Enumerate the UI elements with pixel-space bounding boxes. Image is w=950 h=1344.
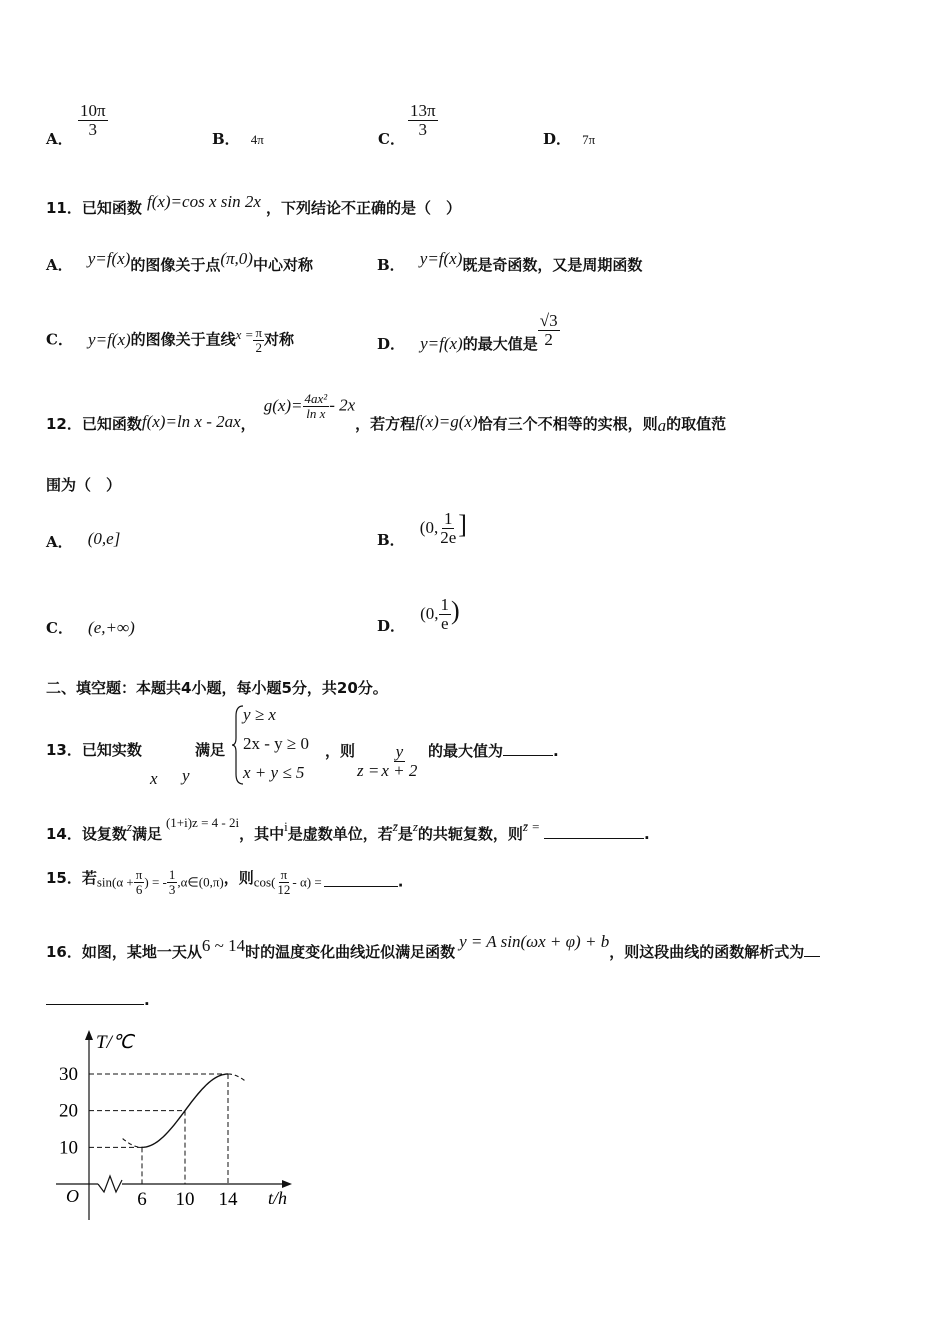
z-lhs: z = — [357, 760, 380, 780]
fraction-denominator: e — [441, 614, 449, 633]
fraction-numerator: √3 — [539, 311, 558, 330]
x-tick-label: 10 — [175, 1189, 195, 1210]
fraction-numerator: 1 — [168, 867, 176, 882]
q11-stem — [46, 192, 461, 218]
option-label: C． — [378, 130, 405, 148]
curve-extension-left — [123, 1139, 142, 1148]
fraction-denominator: 3 — [168, 881, 176, 897]
q13-mid: 满足 — [195, 741, 226, 759]
temperature-graph — [40, 1020, 320, 1230]
q11-option-d — [377, 311, 560, 353]
option-label: B． — [377, 256, 405, 274]
x-axis-label: t/h — [268, 1188, 288, 1208]
fraction-denominator: 12 — [277, 881, 291, 897]
q10-option-d — [543, 128, 595, 149]
question-text: 满足 — [131, 825, 162, 843]
fraction-numerator: 4ax² — [304, 391, 328, 406]
var-z: z — [412, 819, 418, 834]
option-label: B． — [212, 130, 240, 148]
option-text: 既是奇函数，又是周期函数 — [462, 256, 643, 274]
option-right: ] — [458, 510, 467, 539]
question-text: ，则 — [223, 868, 254, 887]
question-text: 的共轭复数，则 — [417, 825, 523, 843]
q10-option-a — [46, 128, 73, 149]
x-tick-label: 6 — [137, 1189, 147, 1210]
question-text: 11．已知函数 — [46, 199, 142, 217]
guide-lines — [89, 1074, 228, 1184]
q11-option-c — [46, 326, 294, 354]
option-text: 的图像关于点 — [130, 256, 221, 274]
option-label: A． — [46, 256, 73, 274]
option-label: D． — [377, 334, 406, 353]
function-expr: f(x)=cos x sin 2x — [146, 192, 261, 211]
option-label: B． — [377, 531, 405, 549]
q13-then: ，则 — [325, 742, 356, 760]
fraction-denominator: 2 — [544, 329, 553, 349]
question-text: 15．若 — [46, 868, 97, 887]
option-fraction — [438, 510, 458, 547]
value-fraction — [167, 868, 178, 896]
q10-option-c — [378, 128, 405, 149]
q12-option-a — [46, 531, 120, 552]
cos-tail: - α) = — [292, 874, 322, 890]
option-text: 对称 — [264, 330, 295, 349]
q15-stem — [46, 868, 403, 896]
sin-mid: ) = - — [144, 874, 167, 890]
q13-var-y: y — [182, 766, 190, 785]
var-z: z — [126, 819, 132, 834]
fraction-numerator: π — [255, 325, 263, 340]
var-i: i — [284, 819, 288, 834]
var-zbar: z̄ — [392, 819, 398, 834]
fraction-denominator: 2e — [440, 528, 457, 547]
answer-blank[interactable] — [804, 956, 820, 957]
y-tick-label: 10 — [59, 1137, 78, 1159]
question-text: ，下列结论不正确的是（ ） — [265, 199, 461, 217]
fraction-numerator: π — [135, 867, 143, 882]
option-fraction — [439, 596, 452, 633]
x-tick-label: 14 — [218, 1189, 238, 1210]
x-tick-labels — [137, 1189, 238, 1210]
curve-extension-right — [228, 1074, 245, 1081]
y-tick-labels — [59, 1064, 78, 1158]
point-expr: (π,0) — [220, 249, 253, 268]
sin-fraction — [134, 868, 145, 896]
q12-option-b — [377, 510, 467, 547]
fraction-denominator: 6 — [135, 881, 143, 897]
option-right: ) — [451, 596, 460, 625]
q13-constraint-2: 2x - y ≥ 0 — [243, 734, 309, 753]
q13-var-x: x — [150, 769, 158, 788]
q13-constraint-1: y ≥ x — [243, 705, 276, 724]
q11-option-b — [377, 249, 643, 275]
option-expr: y=f(x) — [87, 249, 131, 268]
q16-stem — [46, 932, 820, 962]
option-text: 中心对称 — [252, 256, 313, 274]
option-left: (0, — [419, 518, 439, 537]
option-expr: y=f(x) — [420, 333, 463, 353]
y-tick-label: 30 — [59, 1064, 78, 1085]
question-text: 12．已知函数 — [46, 414, 142, 433]
time-range: 6 ~ 14 — [201, 936, 246, 955]
option-value: 4π — [250, 132, 264, 147]
q12-option-d — [377, 596, 460, 633]
question-text: 是虚数单位，若 — [287, 825, 393, 843]
q10-option-b — [212, 128, 264, 149]
option-label: A． — [46, 533, 73, 551]
answer-blank[interactable] — [46, 1004, 144, 1005]
question-text: 的取值范 — [666, 414, 727, 433]
q12-stem-line2 — [46, 474, 121, 495]
question-text: 16．如图，某地一天从 — [46, 943, 202, 961]
sin-lhs: sin(α + — [96, 874, 134, 890]
option-label: D． — [377, 617, 406, 635]
z-fraction — [379, 743, 419, 780]
question-text: 恰有三个不相等的实根，则 — [477, 414, 658, 433]
option-value: 7π — [582, 132, 596, 147]
q12-stem — [46, 391, 727, 435]
period: . — [553, 742, 559, 760]
option-text: 的图像关于直线 — [130, 330, 236, 349]
answer-blank[interactable] — [324, 886, 398, 887]
q14-stem — [46, 815, 650, 844]
function-g-tail: - 2x — [329, 395, 356, 415]
option-text: 的最大值是 — [462, 334, 538, 353]
fraction-numerator: 1 — [443, 509, 453, 529]
domain: ,α∈(0,π) — [177, 874, 224, 890]
zbar-eq: z̄ = — [522, 819, 541, 834]
axis-break — [98, 1176, 122, 1192]
question-text: ，若方程 — [355, 414, 416, 433]
q11-option-a — [46, 249, 313, 275]
option-label: A． — [46, 130, 73, 148]
function-g-fraction — [303, 392, 330, 420]
option-label: D． — [543, 130, 572, 148]
option-value: (e,+∞) — [88, 618, 135, 637]
q10-option-c-value — [408, 102, 438, 139]
question-text: 14．设复数 — [46, 825, 127, 843]
option-expr: y=f(x) — [419, 249, 463, 268]
q13-prefix: 13．已知实数 — [46, 741, 142, 759]
cos-fraction — [275, 868, 292, 896]
period: . — [144, 991, 150, 1009]
period: . — [644, 825, 650, 843]
q13-suffix — [428, 740, 559, 761]
equation: (1+i)z = 4 - 2i — [165, 815, 240, 830]
cos-lhs: cos( — [253, 874, 276, 890]
q13-z-expr — [357, 743, 419, 780]
question-text: 时的温度变化曲线近似满足函数 — [245, 943, 456, 961]
fraction-numerator: 13π — [410, 101, 436, 120]
option-label: C． — [46, 330, 73, 349]
option-left: (0, — [420, 604, 439, 623]
q12-option-c — [46, 617, 135, 638]
function-g-lhs: g(x)= — [263, 395, 303, 415]
question-text: ，其中 — [239, 825, 285, 843]
q13-constraint-3: x + y ≤ 5 — [243, 763, 305, 782]
line-fraction — [253, 326, 264, 354]
separator: ， — [240, 414, 256, 433]
fraction-denominator: 2 — [255, 339, 262, 355]
y-axis-arrow — [85, 1030, 93, 1040]
fraction-denominator: 3 — [418, 119, 428, 139]
max-fraction — [538, 312, 560, 349]
fraction-numerator: 10π — [80, 101, 106, 120]
answer-blank[interactable] — [503, 755, 553, 756]
question-text: 围为（ ） — [46, 476, 122, 494]
q10-option-a-value — [78, 102, 108, 139]
fraction-denominator: x + 2 — [381, 760, 418, 780]
y-axis-label: T/℃ — [96, 1032, 134, 1053]
variable-a: a — [657, 415, 667, 435]
period: . — [397, 872, 404, 891]
y-tick-label: 20 — [59, 1100, 78, 1122]
equation: f(x)=g(x) — [415, 411, 478, 431]
option-label: C． — [46, 619, 73, 637]
q16-stem-line2 — [46, 990, 150, 1009]
option-expr: y=f(x) — [88, 329, 131, 349]
section-title: 二、填空题：本题共4小题，每小题5分，共20分。 — [46, 679, 388, 697]
function-f: f(x)=ln x - 2ax — [141, 411, 241, 431]
question-text: ，则这段曲线的函数解析式为 — [609, 943, 805, 961]
section-heading — [46, 677, 388, 698]
x-axis-arrow — [282, 1180, 292, 1188]
question-text: 是 — [397, 825, 413, 843]
origin-label: O — [66, 1186, 79, 1206]
fraction-numerator: π — [280, 867, 288, 882]
function-expr: y = A sin(ωx + φ) + b — [459, 932, 610, 951]
option-value: (0,e] — [87, 529, 121, 548]
fraction-numerator: 1 — [440, 595, 450, 615]
fraction-numerator: y — [395, 742, 404, 761]
line-lhs: x = — [235, 326, 254, 342]
fraction-denominator: 3 — [88, 119, 98, 139]
answer-blank[interactable] — [544, 838, 644, 839]
fraction-denominator: ln x — [306, 405, 326, 421]
question-text: 的最大值为 — [428, 742, 504, 760]
